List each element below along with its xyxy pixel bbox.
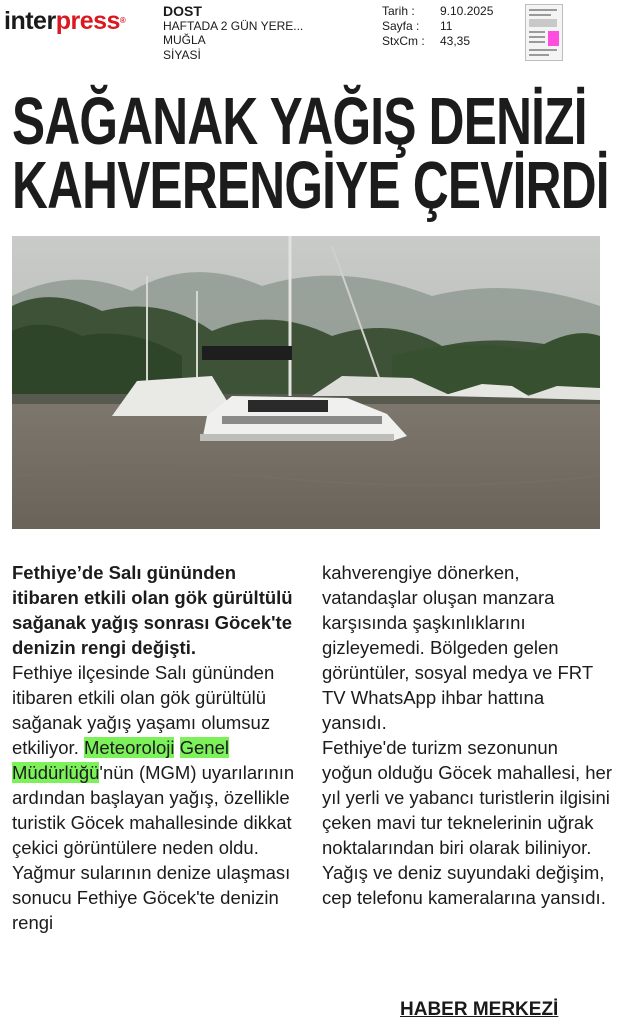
meta-page-value: 11 [440,19,453,33]
interpress-logo [4,6,125,36]
logo-text-press: press [55,7,120,35]
article-body-paragraph-3: Fethiye'de turizm sezonunun yoğun olduğu Göcek mahallesi, her yıl yerli ve yabancı turistlerin ilgisini çeken mavi tur teknelerinin uğrak noktalarından biri olarak biliniyor. Yağış ve deniz suyundaki değişim, cep telefonu kameralarına yansıdı. [322,737,613,908]
meta-size-value: 43,35 [440,34,471,48]
logo-registered-mark: ® [119,16,126,25]
article-headline [12,84,609,223]
article-byline: HABER MERKEZİ [400,999,559,1020]
highlight-meteoroloji: Meteoroloji [83,737,175,758]
headline-line-1: SAĞANAK YAĞIŞ DENİZİ [12,84,587,159]
body1-text-after: 'nün (MGM) uyarılarının ardından başlayan yağış, özellikle turistik Göcek mahallesinde dikkat çekici görüntülere neden oldu. Yağmur sularının denize ulaşması sonucu Fethiye Göcek'te denizin rengi [12,762,295,933]
meta-date-key: Tarih : [382,4,415,18]
publication-name: DOST [163,3,202,19]
logo-text-inter: inter [4,7,56,35]
highlight-mudurlugu: Müdürlüğü [12,762,100,783]
article-body-paragraph-1 [12,660,302,935]
meta-size-row [382,34,493,49]
article-column-2 [322,560,612,910]
publication-frequency: HAFTADA 2 GÜN YERE... [163,18,304,33]
page-thumbnail[interactable] [525,4,563,61]
article-photo [12,236,600,529]
body1-text-before: Fethiye ilçesinde Salı gününden itibaren etkili olan gök gürültülü sağanak yağış yaşamı olumsuz etkiliyor. [12,662,275,758]
meta-page-key: Sayfa : [382,19,420,33]
headline-line-2: KAHVERENGİYE ÇEVİRDİ [12,148,609,223]
meta-page-row [382,19,493,34]
publication-region: MUĞLA [163,33,206,47]
clipping-meta [382,4,493,49]
article-lead: Fethiye’de Salı gününden itibaren etkili olan gök gürültülü sağanak yağış sonrası Göcek'te denizin rengi değişti. [12,562,293,658]
meta-date-row [382,4,493,19]
publication-category: SİYASİ [163,47,201,62]
highlight-genel: Genel [179,737,229,758]
article-location-marker [548,31,559,46]
article-body-paragraph-2: kahverengiye dönerken, vatandaşlar oluşan manzara karşısında şaşkınlıklarını gizleyemedi. Bölgeden gelen görüntüler, sosyal medya ve FRT TV WhatsApp ihbar hattına yansıdı. [322,562,593,733]
meta-size-key: StxCm : [382,34,425,48]
publication-info [163,4,303,62]
article-column-1 [12,560,302,935]
meta-date-value: 9.10.2025 [440,4,494,18]
